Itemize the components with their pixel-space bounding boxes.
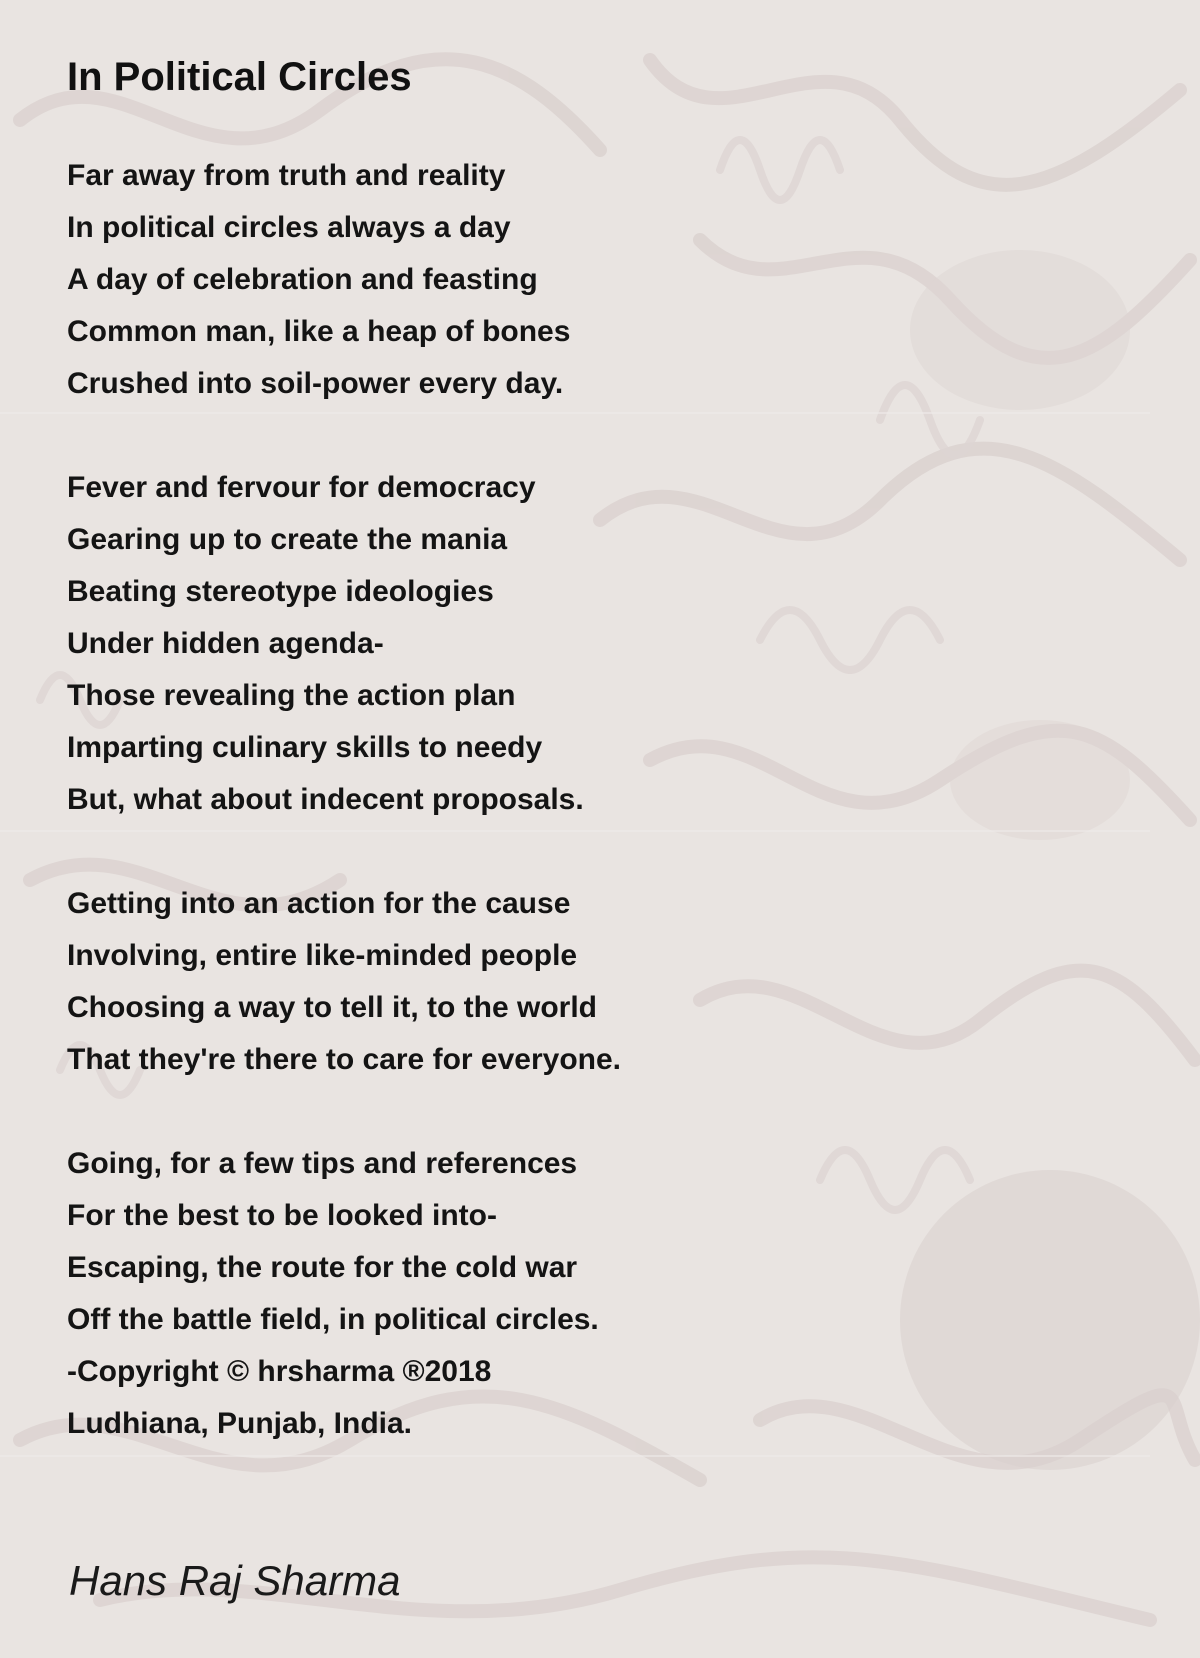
- poem-line: Getting into an action for the cause: [67, 887, 571, 920]
- poem-line: In political circles always a day: [67, 211, 511, 244]
- author-name: Hans Raj Sharma: [69, 1557, 401, 1604]
- copyright-line: -Copyright © hrsharma ®2018: [67, 1355, 492, 1388]
- location-line: Ludhiana, Punjab, India.: [67, 1407, 413, 1440]
- stanza-gap: [67, 410, 1167, 462]
- poem-line: That they're there to care for everyone.: [67, 1043, 621, 1076]
- poem-line: Choosing a way to tell it, to the world: [67, 991, 598, 1024]
- stanza-4: [67, 1138, 1167, 1450]
- poem-line: For the best to be looked into-: [67, 1199, 497, 1232]
- poem-line: Fever and fervour for democracy: [67, 471, 536, 504]
- poem-line: Off the battle field, in political circles.: [67, 1303, 599, 1336]
- stanza-gap: [67, 1086, 1167, 1138]
- stanza-3: [67, 878, 1167, 1086]
- poem-line: Escaping, the route for the cold war: [67, 1251, 578, 1284]
- poem-line: Common man, like a heap of bones: [67, 315, 571, 348]
- poem-line: Beating stereotype ideologies: [67, 575, 494, 608]
- poem-title: In Political Circles: [67, 55, 412, 99]
- poem-line: Involving, entire like-minded people: [67, 939, 578, 972]
- poem-line: Gearing up to create the mania: [67, 523, 508, 556]
- stanza-gap: [67, 826, 1167, 878]
- poem-line: Crushed into soil-power every day.: [67, 367, 564, 400]
- poem-body: [67, 150, 1167, 1450]
- poem-line: Under hidden agenda-: [67, 627, 384, 660]
- poem-line: Going, for a few tips and references: [67, 1147, 578, 1180]
- poem-line: But, what about indecent proposals.: [67, 783, 584, 816]
- poem-line: Those revealing the action plan: [67, 679, 516, 712]
- stanza-2: [67, 462, 1167, 826]
- stanza-1: [67, 150, 1167, 410]
- poem-line: Imparting culinary skills to needy: [67, 731, 543, 764]
- poem-line: Far away from truth and reality: [67, 159, 506, 192]
- poem-line: A day of celebration and feasting: [67, 263, 538, 296]
